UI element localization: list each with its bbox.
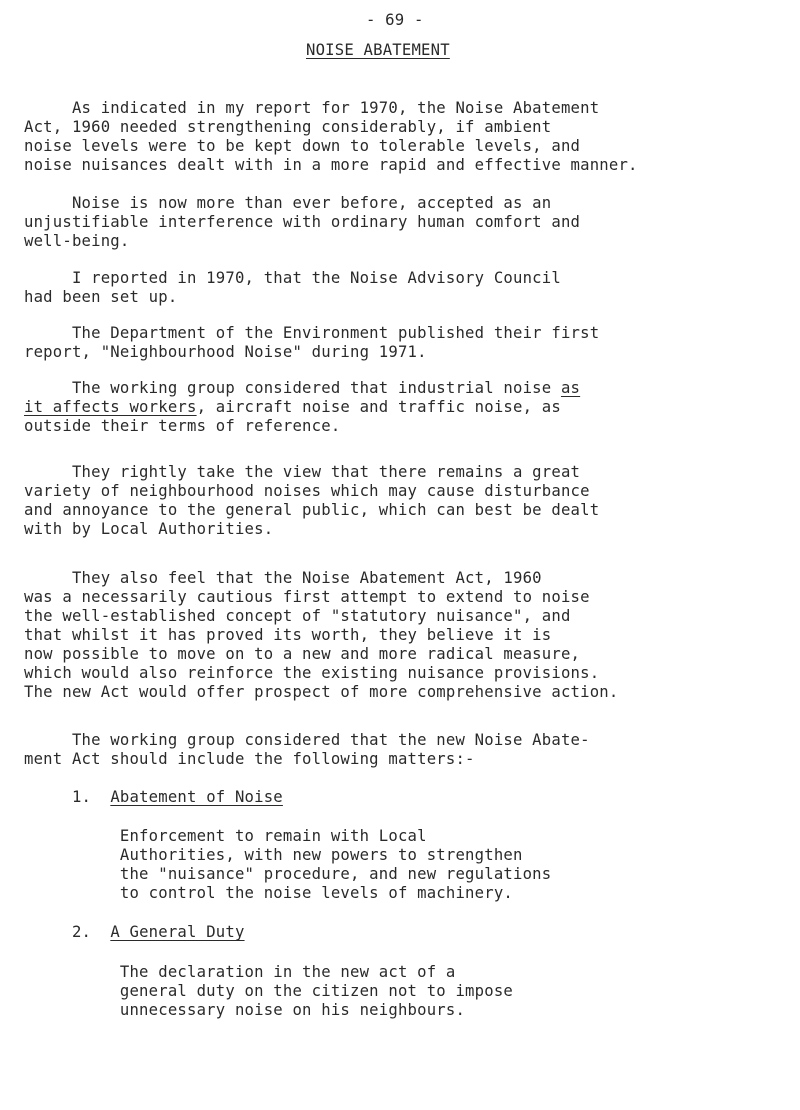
- paragraph-4-line-2: report, "Neighbourhood Noise" during 1971.: [24, 343, 427, 361]
- paragraph-8-line-2: ment Act should include the following matters:-: [24, 750, 475, 768]
- paragraph-7-line-6: which would also reinforce the existing nuisance provisions.: [24, 664, 600, 682]
- underlined-phrase-part-2: it affects workers: [24, 398, 197, 416]
- item-1-title: Abatement of Noise: [110, 788, 283, 806]
- paragraph-1-line-1: As indicated in my report for 1970, the Noise Abatement: [24, 99, 600, 117]
- item-2-line-3: unnecessary noise on his neighbours.: [24, 1001, 466, 1019]
- paragraph-6-line-1: They rightly take the view that there remains a great: [24, 463, 581, 481]
- paragraph-3-line-2: had been set up.: [24, 288, 178, 306]
- item-2-line-2: general duty on the citizen not to impose: [24, 982, 513, 1000]
- paragraph-1-line-3: noise levels were to be kept down to tolerable levels, and: [24, 137, 581, 155]
- paragraph-1-line-4: noise nuisances dealt with in a more rapid and effective manner.: [24, 156, 638, 174]
- item-2-line-1: The declaration in the new act of a: [24, 963, 456, 981]
- page-number: - 69 -: [366, 11, 424, 29]
- paragraph-7-line-4: that whilst it has proved its worth, they believe it is: [24, 626, 552, 644]
- item-1-line-4: to control the noise levels of machinery.: [24, 884, 513, 902]
- paragraph-5-line-2-text: , aircraft noise and traffic noise, as: [196, 398, 561, 416]
- paragraph-2-line-1: Noise is now more than ever before, accepted as an: [24, 194, 552, 212]
- item-1-line-1: Enforcement to remain with Local: [24, 827, 427, 845]
- paragraph-1-line-2: Act, 1960 needed strengthening considerably, if ambient: [24, 118, 552, 136]
- item-1-line-3: the "nuisance" procedure, and new regulations: [24, 865, 552, 883]
- paragraph-7-line-7: The new Act would offer prospect of more comprehensive action.: [24, 683, 619, 701]
- paragraph-8-line-1: The working group considered that the new Noise Abate-: [24, 731, 590, 749]
- paragraph-5-line-3: outside their terms of reference.: [24, 417, 341, 435]
- paragraph-3-line-1: I reported in 1970, that the Noise Advisory Council: [24, 269, 561, 287]
- item-1-line-2: Authorities, with new powers to strengthen: [24, 846, 523, 864]
- paragraph-2-line-3: well-being.: [24, 232, 130, 250]
- item-1-heading: [24, 787, 283, 807]
- paragraph-5-line-1-text: The working group considered that industrial noise: [24, 379, 561, 397]
- item-2-number: 2.: [24, 923, 92, 941]
- item-2-title: A General Duty: [110, 923, 245, 941]
- paragraph-5-line-1: [24, 378, 580, 398]
- section-heading: NOISE ABATEMENT: [306, 41, 450, 59]
- paragraph-7-line-5: now possible to move on to a new and more radical measure,: [24, 645, 581, 663]
- item-2-heading: [24, 922, 245, 942]
- paragraph-6-line-2: variety of neighbourhood noises which may cause disturbance: [24, 482, 590, 500]
- paragraph-5-line-2: [24, 397, 561, 417]
- paragraph-4-line-1: The Department of the Environment published their first: [24, 324, 600, 342]
- paragraph-6-line-4: with by Local Authorities.: [24, 520, 274, 538]
- paragraph-7-line-2: was a necessarily cautious first attempt to extend to noise: [24, 588, 590, 606]
- paragraph-7-line-1: They also feel that the Noise Abatement Act, 1960: [24, 569, 542, 587]
- underlined-phrase-part-1: as: [560, 379, 581, 397]
- paragraph-6-line-3: and annoyance to the general public, which can best be dealt: [24, 501, 600, 519]
- paragraph-2-line-2: unjustifiable interference with ordinary human comfort and: [24, 213, 581, 231]
- paragraph-7-line-3: the well-established concept of "statutory nuisance", and: [24, 607, 571, 625]
- item-1-number: 1.: [24, 788, 92, 806]
